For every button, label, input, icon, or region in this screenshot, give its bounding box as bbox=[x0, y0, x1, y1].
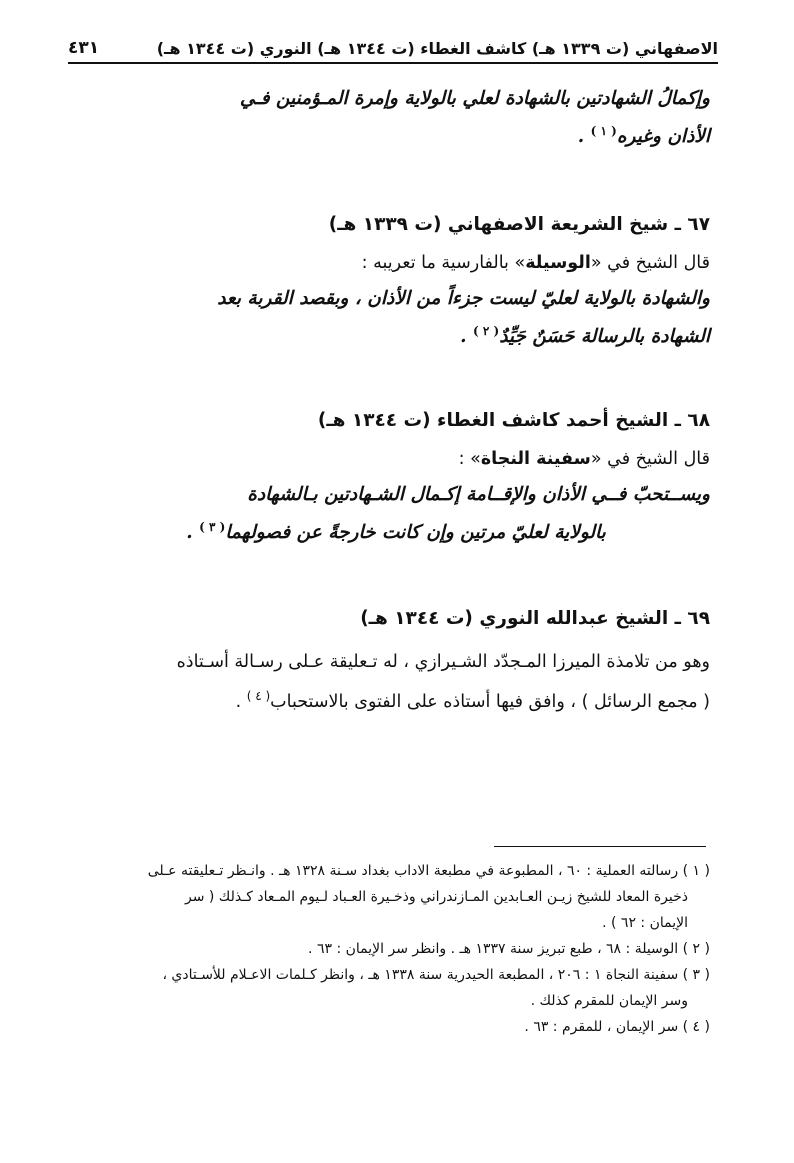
footnotes bbox=[82, 858, 710, 1040]
quote-line2: بالولاية لعليّ مرتين وإن كانت خارجةً عن فصولهما bbox=[225, 522, 606, 543]
continued-quote-line1: وإكمالُ الشهادتين بالشهادة لعلي بالولاية وإمرة المـؤمنين فـي bbox=[239, 88, 710, 109]
footnote-1-line1: ( ١ ) رسالته العملية : ٦٠ ، المطبوعة في مطبعة الاداب بغداد سـنة ١٣٢٨ هـ . وانـظر تـعليقته عـلى bbox=[147, 863, 710, 879]
intro-text: قال الشيخ في « bbox=[590, 449, 710, 469]
book-title: الوسيلة bbox=[525, 253, 591, 273]
book-title: سفينة النجاة bbox=[480, 449, 591, 469]
continued-quote-line2: الأذان وغيره bbox=[616, 126, 710, 147]
intro-text: قال الشيخ في « bbox=[590, 253, 710, 273]
footnote-separator bbox=[494, 846, 706, 847]
paragraph-line2: ( مجمع الرسائل ) ، وافق فيها أستاذه على الفتوى بالاستحباب bbox=[270, 692, 710, 712]
quote-line1: والشهادة بالولاية لعليّ ليست جزءاً من الأذان ، وبقصد القربة بعد bbox=[217, 288, 710, 309]
section-heading-69: ٦٩ ـ الشيخ عبدالله النوري (ت ١٣٤٤ هـ) bbox=[360, 608, 710, 629]
footnote-1-line3: الإيمان : ٦٢ ) . bbox=[602, 915, 688, 931]
footnote-ref-2: ( ٢ ) bbox=[473, 323, 500, 338]
section-67-intro bbox=[82, 246, 710, 280]
section-68-intro bbox=[82, 442, 710, 476]
footnote-ref-1: ( ١ ) bbox=[590, 123, 617, 138]
paragraph-end-mark: . bbox=[235, 692, 247, 712]
intro-text: » بالفارسية ما تعريبه : bbox=[361, 253, 526, 273]
quote-end-mark: . bbox=[186, 522, 200, 543]
footnote-4: ( ٤ ) سر الإيمان ، للمقرم : ٦٣ . bbox=[524, 1019, 710, 1035]
quote-line2: الشهادة بالرسالة حَسَنٌ جَيِّدٌ bbox=[499, 326, 710, 347]
quote-end-mark: . bbox=[460, 326, 474, 347]
section-heading-67: ٦٧ ـ شيخ الشريعة الاصفهاني (ت ١٣٣٩ هـ) bbox=[328, 214, 710, 235]
intro-text: » : bbox=[458, 449, 481, 469]
footnote-ref-4: ( ٤ ) bbox=[246, 689, 271, 704]
section-69-paragraph bbox=[82, 642, 710, 722]
continued-quote bbox=[82, 80, 710, 156]
page-number: ٤٣١ bbox=[68, 38, 100, 58]
main-text bbox=[82, 80, 710, 722]
running-title: الاصفهاني (ت ١٣٣٩ هـ) كاشف الغطاء (ت ١٣٤٤ هـ) النوري (ت ١٣٤٤ هـ) bbox=[156, 39, 718, 58]
footnote-3-line1: ( ٣ ) سفينة النجاة ١ : ٢٠٦ ، المطبعة الحيدرية سنة ١٣٣٨ هـ ، وانظر كـلمات الاعـلام للأسـتادي ، bbox=[162, 967, 710, 983]
running-header bbox=[68, 30, 718, 64]
paragraph-line1: وهو من تلامذة الميرزا المـجدّد الشـيرازي ، له تـعليقة عـلى رسـالة أسـتاذه bbox=[176, 652, 710, 672]
section-68-quote-line1: ويســتحبّ فــي الأذان والإقــامة إكـمال الشـهادتين بـالشهادة bbox=[247, 484, 710, 505]
section-heading-68: ٦٨ ـ الشيخ أحمد كاشف الغطاء (ت ١٣٤٤ هـ) bbox=[317, 410, 710, 431]
section-67-quote bbox=[82, 280, 710, 356]
footnote-3-line2: وسر الإيمان للمقرم كذلك . bbox=[530, 993, 688, 1009]
footnote-ref-3: ( ٣ ) bbox=[199, 519, 226, 534]
quote-end-mark: . bbox=[577, 126, 591, 147]
section-68-quote-line2 bbox=[82, 514, 710, 552]
footnote-1-line2: ذخيرة المعاد للشيخ زيـن العـابدين المـازندراني وذخـيرة العـباد لـيوم المـعاد كـذلك ( سر bbox=[184, 889, 688, 905]
footnote-2: ( ٢ ) الوسيلة : ٦٨ ، طبع تبريز سنة ١٣٣٧ هـ . وانظر سر الإيمان : ٦٣ . bbox=[308, 941, 710, 957]
